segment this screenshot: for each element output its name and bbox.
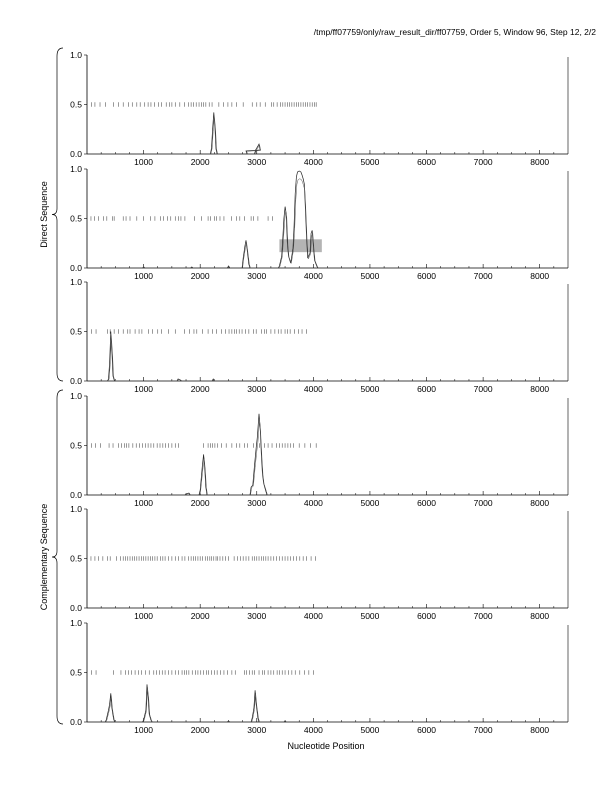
series-line <box>250 414 267 495</box>
x-tick-label: 5000 <box>360 157 380 167</box>
x-tick-label: 7000 <box>473 384 493 394</box>
x-tick-label: 6000 <box>417 498 436 508</box>
x-tick-label: 7000 <box>473 157 493 167</box>
y-tick-label: 0.0 <box>70 603 82 613</box>
x-tick-label: 5000 <box>360 725 380 735</box>
x-tick-label: 8000 <box>530 725 550 735</box>
panel-5 <box>70 504 568 621</box>
x-tick-label: 6000 <box>417 157 436 167</box>
x-tick-label: 8000 <box>530 498 550 508</box>
y-tick-label: 0.5 <box>70 99 82 110</box>
x-tick-label: 4000 <box>303 157 323 167</box>
x-tick-label: 4000 <box>303 271 323 281</box>
x-tick-label: 8000 <box>530 384 550 394</box>
panel-6 <box>70 618 568 735</box>
group-brackets <box>39 48 63 724</box>
x-tick-label: 1000 <box>134 384 154 394</box>
y-tick-label: 1.0 <box>70 277 82 287</box>
x-axis-label: Nucleotide Position <box>287 741 365 751</box>
series-line-secondary <box>247 145 261 154</box>
y-tick-label: 0.0 <box>70 490 82 500</box>
y-tick-label: 0.5 <box>70 213 82 224</box>
series-line-secondary <box>106 696 116 722</box>
x-tick-label: 3000 <box>247 725 267 735</box>
x-tick-label: 5000 <box>360 384 380 394</box>
x-tick-label: 6000 <box>417 271 436 281</box>
x-tick-label: 8000 <box>530 271 550 281</box>
highlight-band <box>279 239 321 252</box>
y-tick-label: 0.0 <box>70 376 82 386</box>
x-tick-label: 3000 <box>247 384 267 394</box>
y-tick-label: 1.0 <box>70 391 82 401</box>
x-tick-label: 1000 <box>134 271 154 281</box>
y-tick-label: 0.5 <box>70 440 82 451</box>
x-tick-label: 7000 <box>473 725 493 735</box>
x-tick-label: 7000 <box>473 611 493 621</box>
x-tick-label: 3000 <box>247 498 267 508</box>
y-tick-label: 1.0 <box>70 164 82 174</box>
series-line <box>210 112 217 154</box>
x-tick-label: 5000 <box>360 498 380 508</box>
x-tick-label: 2000 <box>190 271 210 281</box>
x-tick-label: 6000 <box>417 384 436 394</box>
group-bracket <box>52 48 63 381</box>
series-line <box>251 690 259 722</box>
chart-panels <box>70 50 568 735</box>
x-tick-label: 8000 <box>530 611 550 621</box>
x-tick-label: 5000 <box>360 611 380 621</box>
x-tick-label: 4000 <box>303 611 323 621</box>
x-tick-label: 7000 <box>473 498 493 508</box>
x-tick-label: 1000 <box>134 725 154 735</box>
y-tick-label: 0.0 <box>70 263 82 273</box>
group-bracket <box>52 390 63 724</box>
x-tick-label: 6000 <box>417 725 436 735</box>
series-line-secondary <box>279 179 319 268</box>
y-tick-label: 0.0 <box>70 149 82 159</box>
x-tick-label: 3000 <box>247 157 267 167</box>
x-tick-label: 2000 <box>190 611 210 621</box>
y-tick-label: 1.0 <box>70 50 82 60</box>
x-tick-label: 7000 <box>473 271 493 281</box>
y-tick-label: 0.5 <box>70 667 82 678</box>
x-tick-label: 4000 <box>303 725 323 735</box>
panel-1 <box>70 50 568 167</box>
x-tick-label: 4000 <box>303 384 323 394</box>
x-tick-label: 2000 <box>190 725 210 735</box>
y-tick-label: 1.0 <box>70 618 82 628</box>
panel-3 <box>70 277 568 394</box>
panel-2 <box>70 164 568 281</box>
x-tick-label: 2000 <box>190 157 210 167</box>
x-tick-label: 1000 <box>134 498 154 508</box>
y-tick-label: 0.0 <box>70 717 82 727</box>
y-tick-label: 0.5 <box>70 326 82 337</box>
x-tick-label: 6000 <box>417 611 436 621</box>
panel-4 <box>70 391 568 508</box>
x-tick-label: 2000 <box>190 498 210 508</box>
x-tick-label: 3000 <box>247 271 267 281</box>
x-tick-label: 5000 <box>360 271 380 281</box>
x-tick-label: 3000 <box>247 611 267 621</box>
y-tick-label: 1.0 <box>70 504 82 514</box>
x-tick-label: 8000 <box>530 157 550 167</box>
complementary-sequence-label: Complementary Sequence <box>39 503 49 611</box>
series-line <box>246 144 260 154</box>
x-tick-label: 4000 <box>303 498 323 508</box>
y-tick-label: 0.5 <box>70 553 82 564</box>
direct-sequence-label: Direct Sequence <box>39 181 49 248</box>
x-tick-label: 2000 <box>190 384 210 394</box>
series-line <box>278 171 318 268</box>
figure-header: /tmp/ff07759/only/raw_result_dir/ff07759, Order 5, Window 96, Step 12, 2/2 <box>313 27 596 37</box>
x-tick-label: 1000 <box>134 611 154 621</box>
x-tick-label: 1000 <box>134 157 154 167</box>
